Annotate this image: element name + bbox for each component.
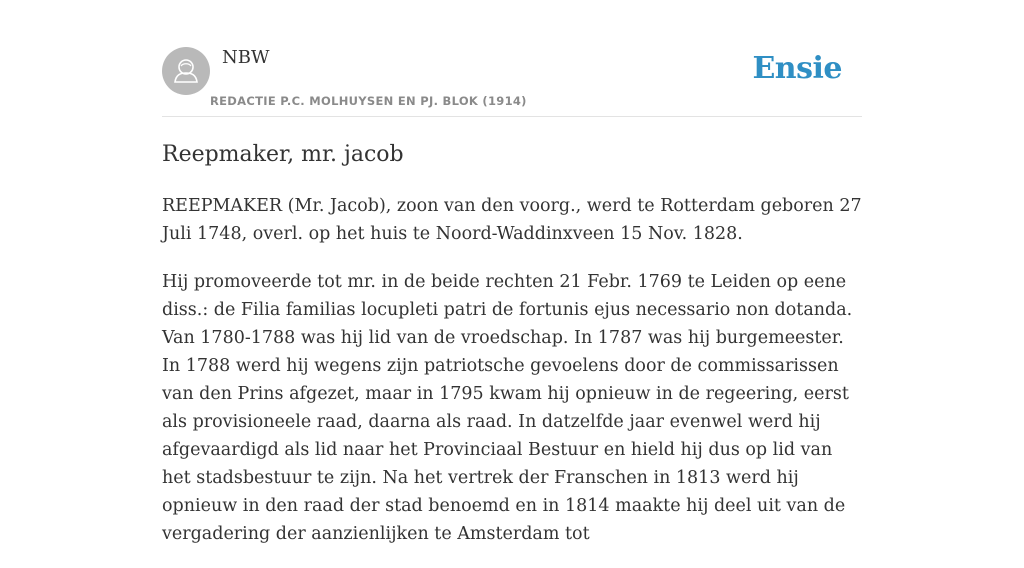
article-title: Reepmaker, mr. jacob [162, 142, 404, 167]
article-paragraph: Hij promoveerde tot mr. in de beide rechten 21 Febr. 1769 te Leiden op eene diss.: de Filia familias locupleti patri de fortunis ejus necessario non dotanda. Van 1780-1788 was hij lid van de vroedschap. In 1787 was hij burgemeester. In 1788 werd hij wegens zijn patriotsche gevoelens door de commissarissen van den Prins afgezet, maar in 1795 kwam hij opnieuw in de regeering, eerst als provisioneele raad, daarna als raad. In datzelfde jaar evenwel werd hij afgevaardigd als lid naar het Provinciaal Bestuur en hield hij dus op lid van het stadsbestuur te zijn. Na het vertrek der Franschen in 1813 werd hij opnieuw in den raad der stad benoemd en in 1814 maakte hij deel uit van de vergadering der aanzienlijken te Amsterdam tot [162, 272, 853, 544]
author-name[interactable]: NBW [222, 47, 270, 68]
author-subtitle: REDACTIE P.C. MOLHUYSEN EN PJ. BLOK (1914) [210, 94, 527, 108]
brand-logo[interactable]: Ensie [752, 51, 842, 86]
user-avatar-icon[interactable] [162, 47, 210, 95]
article-header [162, 0, 862, 117]
article-body [162, 192, 862, 568]
article-paragraph: REEPMAKER (Mr. Jacob), zoon van den voorg., werd te Rotterdam geboren 27 Juli 1748, overl. op het huis te Noord-Waddinxveen 15 Nov. 1828. [162, 196, 862, 244]
